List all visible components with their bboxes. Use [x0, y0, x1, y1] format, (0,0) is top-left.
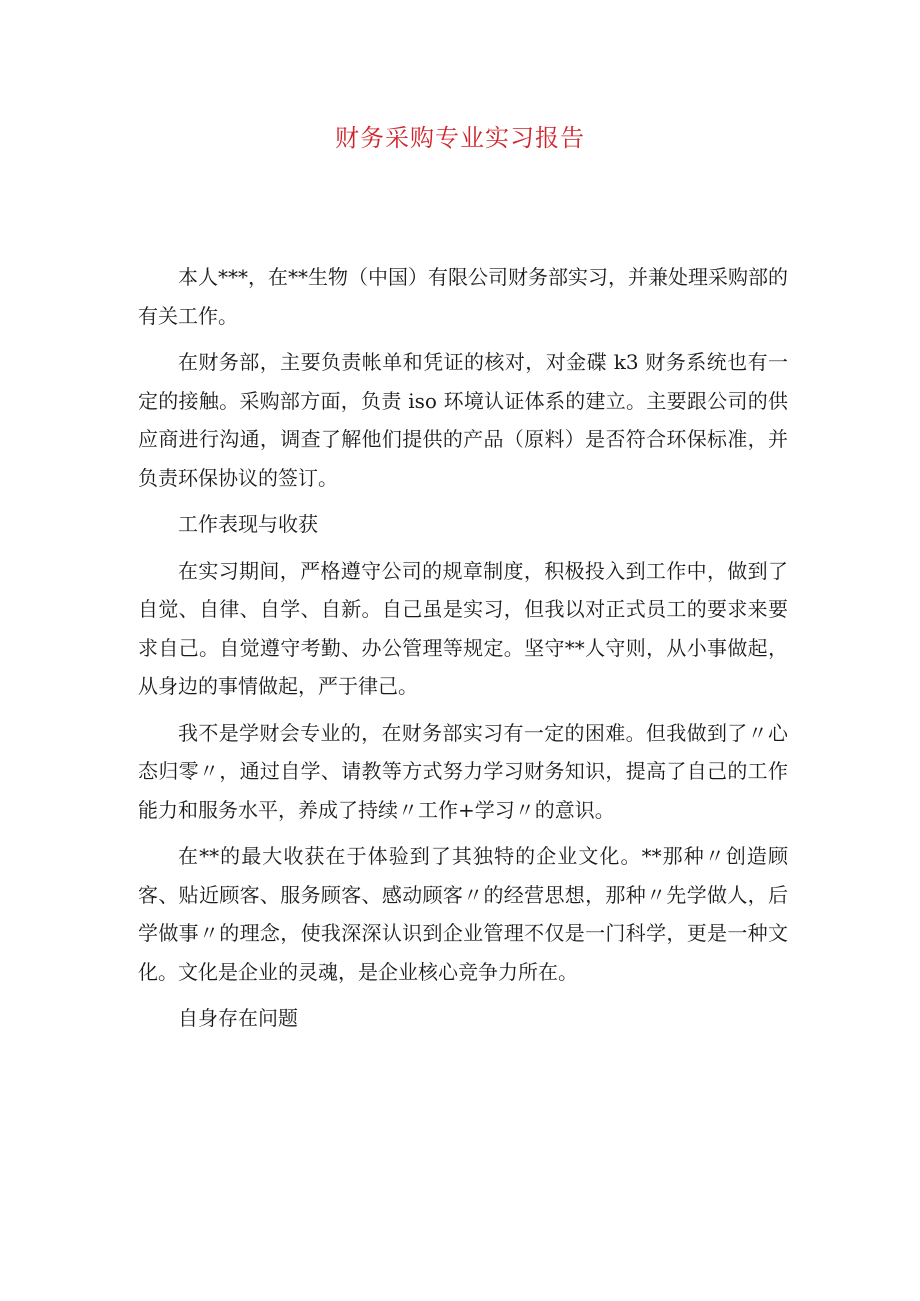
- paragraph-learning: 我不是学财会专业的，在财务部实习有一定的困难。但我做到了〃心态归零〃，通过自学、请教等方式努力学习财务知识，提高了自己的工作能力和服务水平，养成了持续〃工作+学习〃的意识。: [138, 720, 788, 822]
- paragraph-culture: 在**的最大收获在于体验到了其独特的企业文化。**那种〃创造顾客、贴近顾客、服务顾客、感动顾客〃的经营思想，那种〃先学做人，后学做事〃的理念，使我深深认识到企业管理不仅是一门科学，更是一种文化。文化是企业的灵魂，是企业核心竞争力所在。: [138, 844, 788, 984]
- document-title: 财务采购专业实习报告: [335, 124, 585, 152]
- document-body: [138, 258, 788, 1046]
- section-heading-performance: 工作表现与收获: [178, 512, 318, 536]
- paragraph-discipline: 在实习期间，严格遵守公司的规章制度，积极投入到工作中，做到了自觉、自律、自学、自新。自己虽是实习，但我以对正式员工的要求来要求自己。自觉遵守考勤、办公管理等规定。坚守**人守则，从小事做起，从身边的事情做起，严于律己。: [138, 558, 788, 698]
- section-heading-problems: 自身存在问题: [178, 1006, 298, 1030]
- paragraph-intro: 本人***，在**生物（中国）有限公司财务部实习，并兼处理采购部的有关工作。: [138, 265, 788, 328]
- paragraph-duties: 在财务部，主要负责帐单和凭证的核对，对金碟 k3 财务系统也有一定的接触。采购部方面，负责 iso 环境认证体系的建立。主要跟公司的供应商进行沟通，调查了解他们提供的产品（原料）是否符合环保标准，并负责环保协议的签订。: [138, 350, 788, 490]
